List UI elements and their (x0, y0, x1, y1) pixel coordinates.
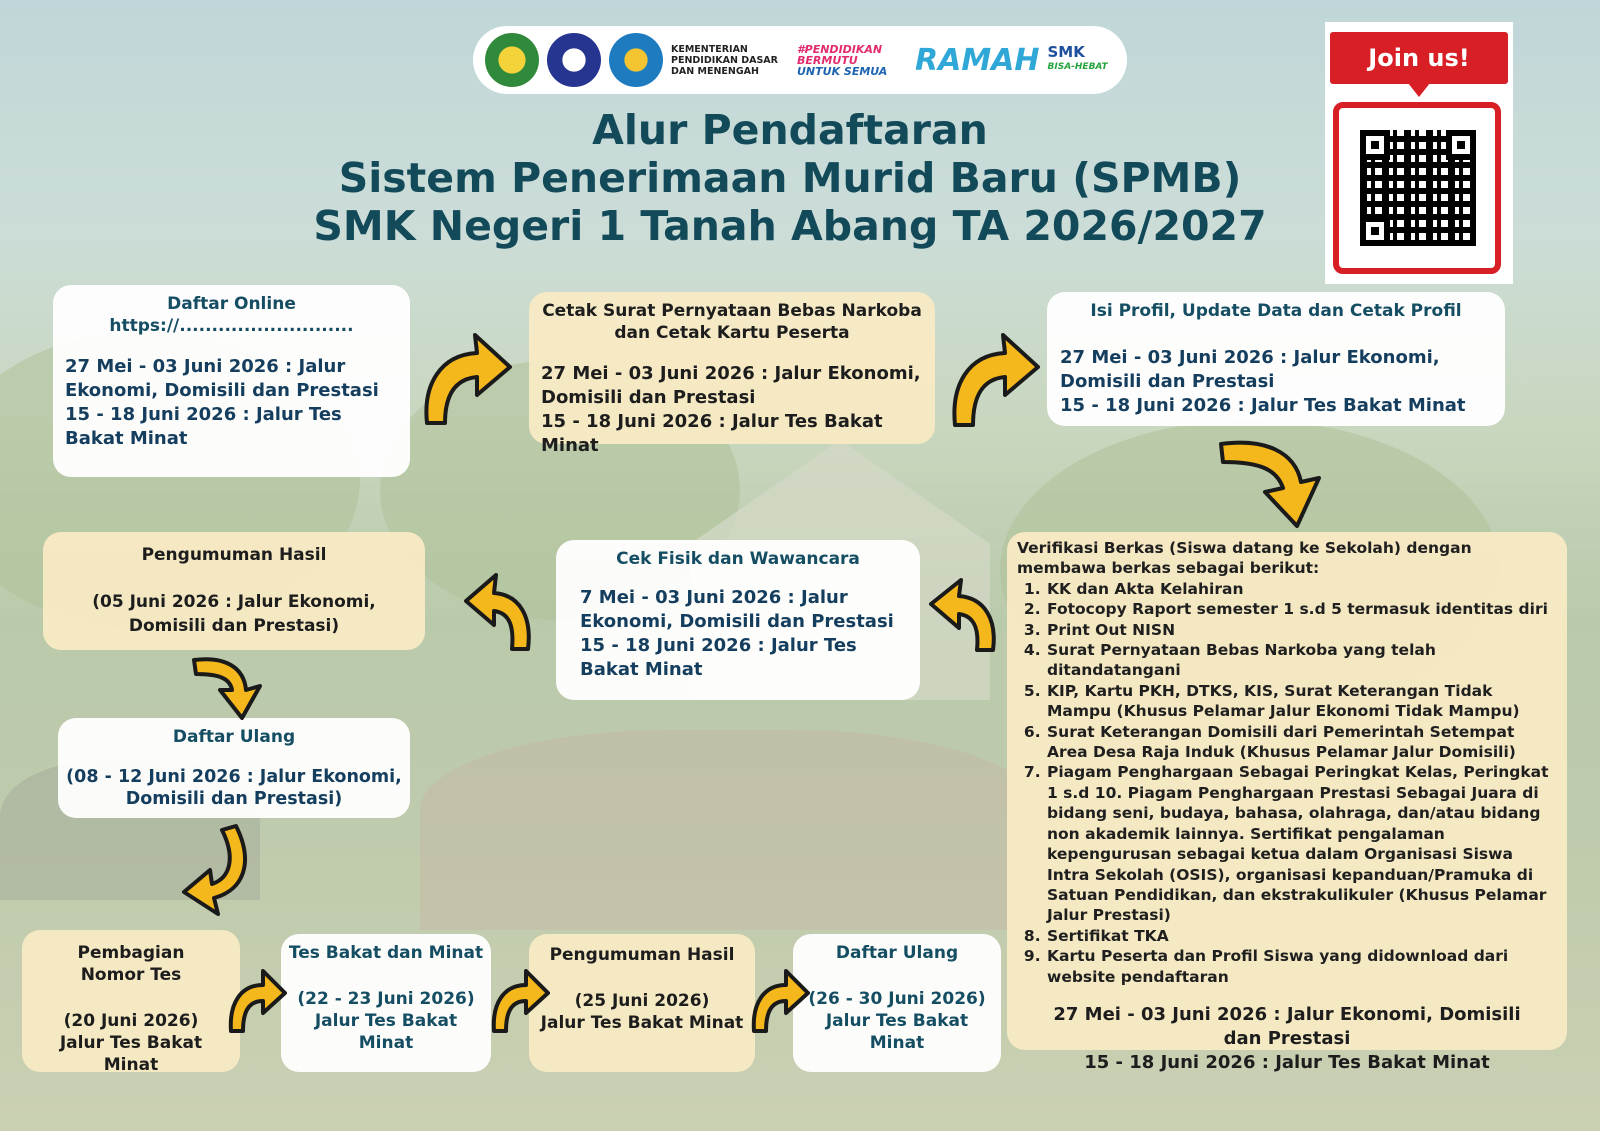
curved-arrow-down-icon (1215, 432, 1335, 532)
page-title (300, 106, 1280, 250)
schedule-line: (05 Juni 2026 : Jalur Ekonomi, Domisili dan Prestasi) (92, 592, 376, 636)
step-title: Daftar Ulang (172, 727, 296, 747)
step-cetak-surat (529, 292, 935, 456)
step-pengumuman-hasil-2 (529, 934, 755, 1072)
schedule-line: 27 Mei - 03 Juni 2026 : Jalur Ekonomi, Domisili dan Prestasi (1060, 347, 1440, 392)
schedule-line: (26 - 30 Juni 2026) (808, 989, 986, 1009)
slogan-blue: UNTUK SEMUA (797, 64, 888, 78)
title-line-1: Alur Pendaftaran (592, 106, 988, 154)
title-line-2: Sistem Penerimaan Murid Baru (SPMB) (338, 154, 1242, 202)
schedule-line: 15 - 18 Juni 2026 : Jalur Tes Bakat Minat (1060, 395, 1466, 416)
schedule-line: 27 Mei - 03 Juni 2026 : Jalur Ekonomi, Domisili dan Prestasi (541, 363, 921, 408)
document-item: 9. Kartu Peserta dan Profil Siswa yang didownload dari website pendaftaran (1046, 946, 1557, 987)
schedule-line: Jalur Tes Bakat Minat (59, 1033, 203, 1075)
schedule-line: (25 Juni 2026) (574, 991, 710, 1011)
step-title: Cek Fisik dan Wawancara (616, 549, 860, 569)
step-title: Tes Bakat dan Minat (288, 943, 484, 963)
step-title: Pengumuman Hasil (141, 545, 327, 565)
curved-arrow-down-left-icon (180, 822, 260, 922)
step-daftar-ulang-1 (58, 718, 410, 818)
smk-logo-text: SMK (1047, 43, 1085, 61)
step-daftar-online (53, 285, 410, 477)
step-title: Daftar Online (167, 294, 296, 314)
qr-finder-icon (1360, 130, 1390, 160)
step-title: Pembagian Nomor Tes (77, 943, 185, 985)
step-isi-profil (1047, 292, 1505, 426)
step-verifikasi-berkas (1007, 532, 1567, 1073)
step-cek-fisik (556, 540, 920, 700)
schedule-line: 15 - 18 Juni 2026 : Jalur Tes Bakat Minat (541, 411, 883, 456)
slogan-pink: #PENDIDIKAN BERMUTU (797, 42, 883, 67)
qr-finder-icon (1360, 216, 1390, 246)
document-item: 1. KK dan Akta Kelahiran (1046, 579, 1557, 599)
schedule-line: 15 - 18 Juni 2026 : Jalur Tes Bakat Minat (65, 404, 342, 449)
curved-arrow-down-icon (190, 652, 270, 722)
curved-arrow-left-icon (460, 565, 540, 655)
schedule-line: Jalur Tes Bakat Minat (825, 1011, 969, 1053)
document-item: 2. Fotocopy Raport semester 1 s.d 5 termasuk identitas diri (1046, 599, 1557, 619)
title-line-3: SMK Negeri 1 Tanah Abang TA 2026/2027 (313, 202, 1267, 250)
slogan-logo (797, 44, 907, 77)
step-tes-bakat-minat (281, 934, 491, 1072)
curved-arrow-right-icon (748, 965, 810, 1035)
regency-seal-icon (485, 33, 539, 87)
schedule-line: (20 Juni 2026) (63, 1011, 199, 1031)
join-us-pointer (1408, 83, 1430, 97)
schedule-line: Jalur Tes Bakat Minat (540, 1013, 744, 1033)
step-title: Isi Profil, Update Data dan Cetak Profil (1090, 301, 1462, 321)
join-us-banner: Join us! (1330, 32, 1508, 84)
step-title: Cetak Surat Pernyataan Bebas Narkoba dan Cetak Kartu Peserta (542, 301, 922, 343)
logo-bar (473, 26, 1127, 94)
step-title: Daftar Ulang (835, 943, 959, 963)
step-daftar-ulang-2 (793, 934, 1001, 1072)
step-title: Pengumuman Hasil (549, 945, 735, 965)
step-pengumuman-hasil-1 (43, 532, 425, 650)
kementerian-text: KEMENTERIAN PENDIDIKAN DASAR DAN MENENGAH (671, 43, 778, 77)
step-pembagian-nomor-tes (22, 930, 240, 1075)
registration-url[interactable]: https://........................... (109, 316, 354, 336)
document-item: 3. Print Out NISN (1046, 620, 1557, 640)
document-item: 6. Surat Keterangan Domisili dari Pemerintah Setempat Area Desa Raja Induk (Khusus Pelamar Jalur Domisili) (1046, 722, 1557, 763)
schedule-line: (22 - 23 Juni 2026) (297, 989, 475, 1009)
verifikasi-intro: Verifikasi Berkas (Siswa datang ke Sekolah) dengan membawa berkas sebagai berikut: (1017, 539, 1472, 578)
curved-arrow-right-icon (943, 325, 1043, 435)
schedule-line: 7 Mei - 03 Juni 2026 : Jalur Ekonomi, Domisili dan Prestasi (580, 587, 894, 632)
curved-arrow-left-icon (925, 570, 1005, 655)
document-item: 7. Piagam Penghargaan Sebagai Peringkat Kelas, Peringkat 1 s.d 10. Piagam Penghargaan Prestasi Sebagai Juara di bidang seni, budaya, bahasa, olahraga, dan/atau bidang non akademik lainnya. Sertifikat pengalaman kepengurusan sebagai ketua dalam Organisasi Siswa Intra Sekolah (OSIS), organisasi kepanduan/Pramuka di Satuan Pendidikan, dan ekstrakulikuler (Khusus Pelamar Jalur Prestasi) (1046, 762, 1557, 925)
schedule-line: 27 Mei - 03 Juni 2026 : Jalur Ekonomi, Domisili dan Prestasi (65, 356, 379, 401)
curved-arrow-right-icon (488, 965, 550, 1035)
schedule-line: 15 - 18 Juni 2026 : Jalur Tes Bakat Minat (1084, 1051, 1490, 1073)
schedule-line: (08 - 12 Juni 2026 : Jalur Ekonomi, Domisili dan Prestasi) (66, 767, 402, 809)
document-item: 5. KIP, Kartu PKH, DTKS, KIS, Surat Keterangan Tidak Mampu (Khusus Pelamar Jalur Ekonomi Tidak Mampu) (1046, 681, 1557, 722)
schedule-line: Jalur Tes Bakat Minat (314, 1011, 458, 1053)
document-item: 4. Surat Pernyataan Bebas Narkoba yang telah ditandatangani (1046, 640, 1557, 681)
smk-bisa-hebat-logo (1048, 45, 1108, 75)
school-seal-icon (547, 33, 601, 87)
document-list (1017, 579, 1557, 987)
tut-wuri-handayani-icon (609, 33, 663, 87)
document-item: 8. Sertifikat TKA (1046, 926, 1557, 946)
schedule-line: 15 - 18 Juni 2026 : Jalur Tes Bakat Minat (580, 635, 857, 680)
ramah-logo: RAMAH (915, 42, 1040, 78)
curved-arrow-right-icon (415, 325, 515, 430)
smk-logo-tag: BISA-HEBAT (1047, 62, 1108, 72)
qr-finder-icon (1446, 130, 1476, 160)
schedule-line: 27 Mei - 03 Juni 2026 : Jalur Ekonomi, Domisili dan Prestasi (1053, 1003, 1521, 1049)
curved-arrow-right-icon (225, 965, 287, 1035)
